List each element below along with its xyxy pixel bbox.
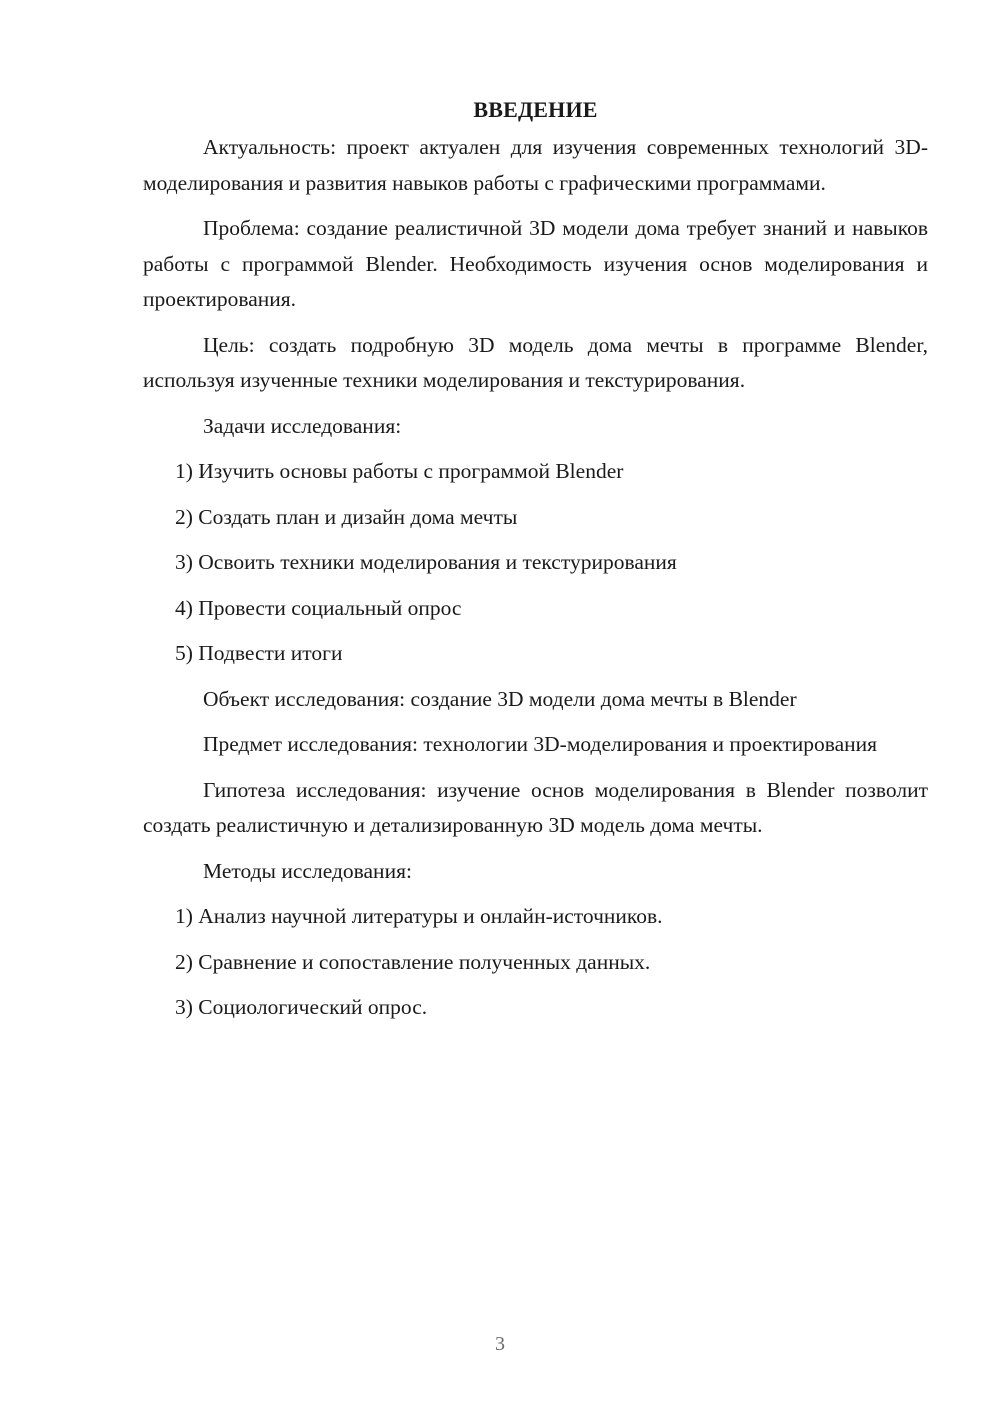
method-item: 2) Сравнение и сопоставление полученных данных. [175, 949, 651, 974]
document-page [143, 92, 928, 1036]
hypothesis-paragraph: Гипотеза исследования: изучение основ моделирования в Blender позволит создать реалистичную и детализированную 3D модель дома мечты. [143, 777, 928, 837]
method-item: 3) Социологический опрос. [175, 995, 428, 1019]
task-item: 1) Изучить основы работы с программой Blender [175, 459, 624, 483]
tasks-list [143, 454, 928, 672]
methods-list [143, 899, 928, 1026]
subject-paragraph: Предмет исследования: технологии 3D-моделирования и проектирования [203, 732, 878, 756]
task-item: 4) Провести социальный опрос [175, 595, 462, 620]
relevance-paragraph: Актуальность: проект актуален для изучения современных технологий 3D-моделирования и развития навыков работы с графическими программами. [143, 135, 928, 195]
object-paragraph: Объект исследования: создание 3D модели дома мечты в Blender [203, 686, 797, 711]
tasks-heading: Задачи исследования: [203, 413, 402, 438]
task-item: 3) Освоить техники моделирования и текстурирования [175, 550, 677, 574]
task-item: 5) Подвести итоги [175, 641, 343, 665]
page-number: 3 [495, 1333, 505, 1355]
task-item: 2) Создать план и дизайн дома мечты [175, 504, 518, 529]
goal-paragraph: Цель: создать подробную 3D модель дома мечты в программе Blender, используя изученные техники моделирования и текстурирования. [143, 332, 928, 392]
page-title: ВВЕДЕНИЕ [473, 97, 598, 122]
problem-paragraph: Проблема: создание реалистичной 3D модели дома требует знаний и навыков работы с программой Blender. Необходимость изучения основ моделирования и проектирования. [143, 216, 928, 311]
method-item: 1) Анализ научной литературы и онлайн-источников. [175, 904, 663, 928]
methods-heading: Методы исследования: [203, 858, 412, 883]
